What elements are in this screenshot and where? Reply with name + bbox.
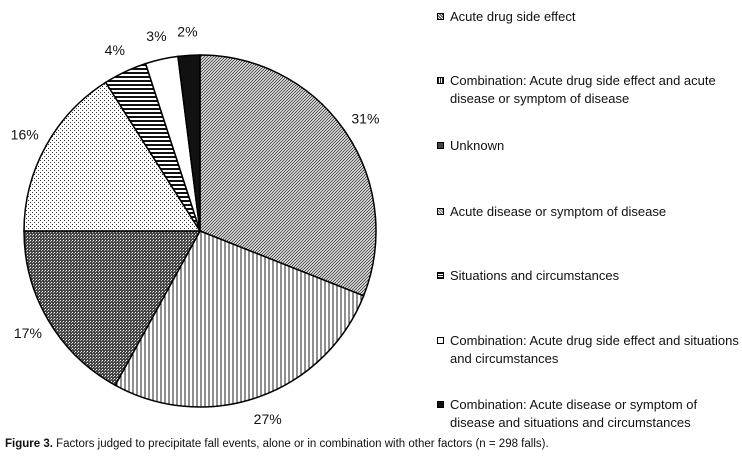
- legend-label-1: Acute drug side effect: [450, 9, 576, 24]
- figure-caption-text: Factors judged to precipitate fall events, alone or in combination with other factors (n = 298 falls).: [52, 438, 549, 450]
- figure-caption-label: Figure 3.: [5, 438, 53, 450]
- legend-swatch-5: [437, 272, 444, 279]
- legend-label-2: Combination: Acute drug side effect and acute disease or symptom of disease: [450, 73, 716, 106]
- legend-swatch-6: [437, 337, 444, 344]
- legend-label-6: Combination: Acute drug side effect and situations and circumstances: [450, 333, 739, 366]
- slice-value-label-1: 31%: [351, 110, 380, 127]
- legend-label-5: Situations and circumstances: [450, 268, 620, 283]
- legend-label-3: Unknown: [450, 138, 505, 153]
- slice-value-label-4: 16%: [10, 126, 39, 143]
- legend-swatch-2: [437, 77, 444, 84]
- legend-swatch-4: [437, 208, 444, 215]
- legend-swatch-3: [437, 142, 444, 149]
- legend-swatch-1: [437, 13, 444, 20]
- slice-value-label-3: 17%: [13, 324, 42, 341]
- legend-label-4: Acute disease or symptom of disease: [450, 204, 667, 219]
- slice-value-label-6: 3%: [146, 27, 167, 44]
- slice-value-label-7: 2%: [177, 23, 198, 40]
- slice-value-label-2: 27%: [253, 411, 282, 428]
- legend-label-7: Combination: Acute disease or symptom of disease and situations and circumstances: [450, 397, 698, 430]
- figure-caption: [5, 436, 740, 452]
- slice-value-label-5: 4%: [104, 42, 125, 58]
- legend-swatch-7: [437, 401, 444, 408]
